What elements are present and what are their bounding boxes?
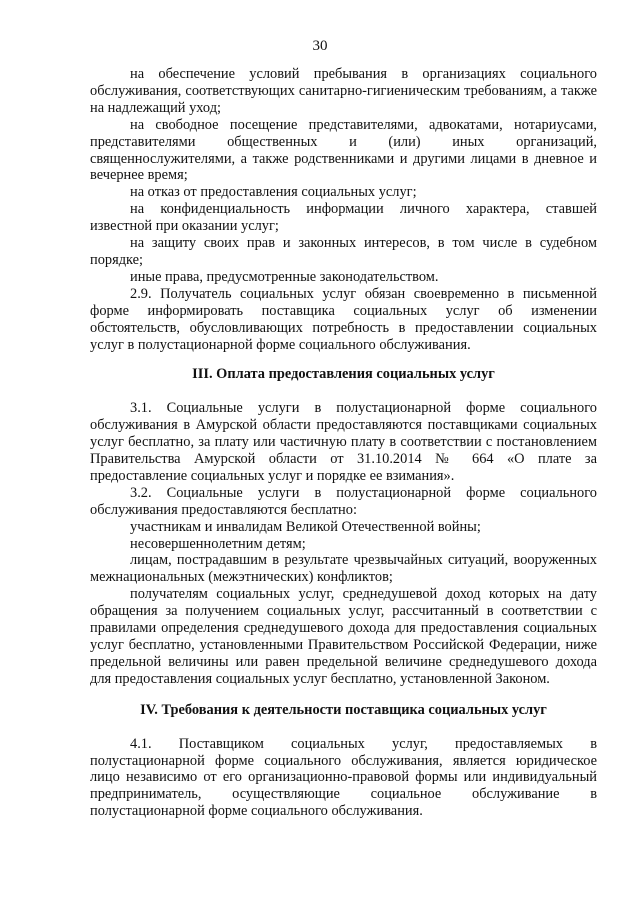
section-heading-provider-requirements: IV. Требования к деятельности поставщика социальных услуг (140, 701, 547, 718)
paragraph: 2.9. Получатель социальных услуг обязан своевременно в письменной форме информировать поставщика социальных услуг об изменении обстоятельств, обусловливающих потребность в предоставлении социальных услуг в полустационарной форме социального обслуживания. (90, 285, 597, 353)
paragraph: на защиту своих прав и законных интересов, в том числе в судебном порядке; (90, 235, 597, 268)
paragraph: 4.1. Поставщиком социальных услуг, предоставляемых в полустационарной форме социального обслуживания, является юридическое лицо независимо от его организационно-правовой формы или индивидуальный предприниматель, осуществляющие социальное обслуживание в полустационарной форме социального обслуживания. (90, 735, 597, 820)
paragraph: участникам и инвалидам Великой Отечественной войны; (130, 518, 481, 535)
document-body (90, 66, 597, 820)
paragraph: несовершеннолетним детям; (130, 535, 306, 552)
section-heading-payment: III. Оплата предоставления социальных услуг (192, 366, 495, 383)
paragraph: иные права, предусмотренные законодательством. (130, 268, 439, 285)
paragraph: на конфиденциальность информации личного характера, ставшей известной при оказании услуг; (90, 201, 597, 235)
page-number: 30 (312, 38, 328, 54)
paragraph: на свободное посещение представителями, адвокатами, нотариусами, представителями общественных и (или) иных организаций, священнослужителями, а также родственниками и другими лицами в дневное и вечернее время; (90, 116, 597, 184)
paragraph: на отказ от предоставления социальных услуг; (130, 184, 417, 201)
paragraph: на обеспечение условий пребывания в организациях социального обслуживания, соответствующих санитарно-гигиеническим требованиям, а также на надлежащий уход; (90, 66, 597, 116)
paragraph: 3.1. Социальные услуги в полустационарной форме социального обслуживания в Амурской области предоставляются поставщиками социальных услуг бесплатно, за плату или частичную плату в соответствии с постановлением Правительства Амурской области от 31.10.2014 № 664 «О плате за предоставление социальных услуг и порядке ее взимания». (90, 400, 597, 484)
paragraph: 3.2. Социальные услуги в полустационарной форме социального обслуживания предоставляются бесплатно: (90, 484, 597, 518)
paragraph: получателям социальных услуг, среднедушевой доход которых на дату обращения за получением социальных услуг, рассчитанный в соответствии с правилами определения среднедушевого дохода для предоставления социальных услуг бесплатно, установленными Правительством Российской Федерации, ниже предельной величины или равен предельной величине среднедушевого дохода для предоставления социальных услуг бесплатно, установленной Законом. (90, 586, 597, 687)
paragraph: лицам, пострадавшим в результате чрезвычайных ситуаций, вооруженных межнациональных (межэтнических) конфликтов; (90, 552, 597, 586)
